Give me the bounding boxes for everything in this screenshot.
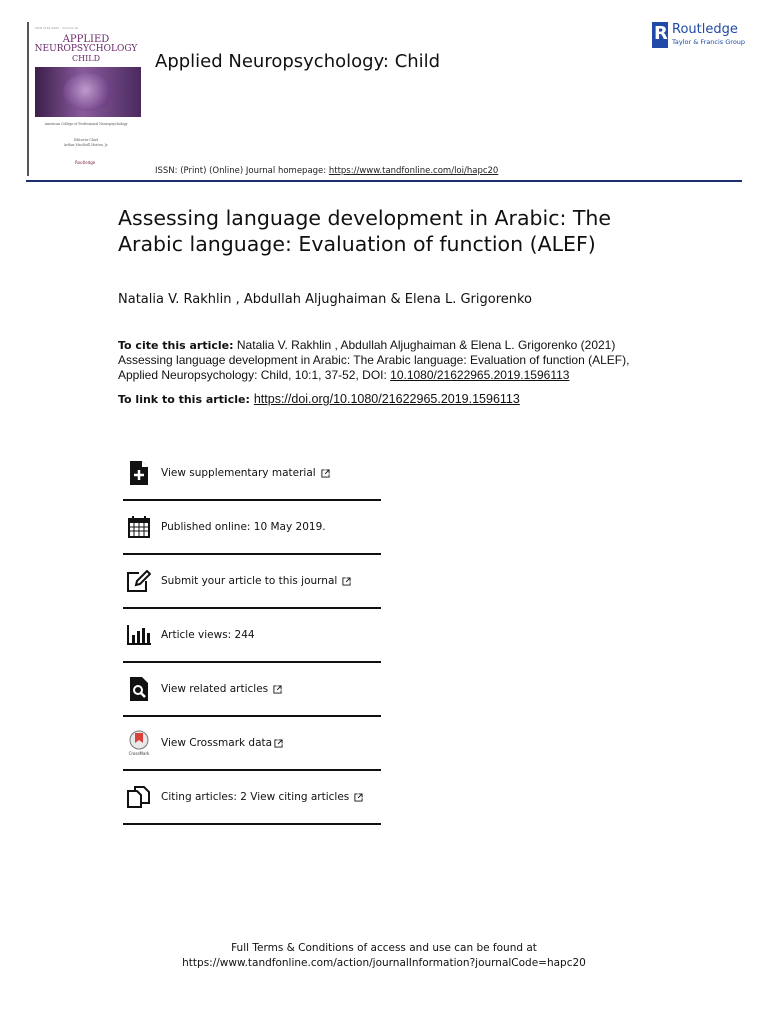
citing-articles-icon	[127, 785, 151, 809]
calendar-icon	[127, 515, 151, 539]
cover-title-line2: NEUROPSYCHOLOGY	[34, 44, 138, 54]
external-link-icon	[274, 739, 283, 748]
cover-editor-name: Arthur MacNeill Horton, Jr.	[63, 143, 109, 147]
article-doi-url[interactable]: https://doi.org/10.1080/21622965.2019.1596113	[253, 392, 520, 406]
issn-line	[155, 166, 498, 176]
footer-line1: Full Terms & Conditions of access and use can be found at	[231, 942, 537, 954]
cover-title-line1: APPLIED	[62, 34, 110, 45]
doi-link[interactable]: 10.1080/21622965.2019.1596113	[390, 368, 570, 382]
crossmark-icon	[127, 731, 151, 755]
panel-item-supplementary[interactable]	[123, 447, 381, 501]
publisher-logo[interactable]	[652, 22, 745, 48]
publisher-name: Routledge	[672, 22, 738, 37]
panel-item-label: View related articles	[161, 683, 269, 695]
panel-item-label: View Crossmark data	[161, 737, 273, 749]
panel-item-label: Published online: 10 May 2019.	[161, 521, 326, 533]
panel-item-citing[interactable]	[123, 771, 381, 825]
external-link-icon	[273, 685, 282, 694]
panel-item-published	[123, 501, 381, 555]
panel-item-label: Submit your article to this journal	[161, 575, 338, 587]
cover-title-line3: CHILD	[72, 54, 100, 63]
cover-top-line: ISSN 2162-2965 · Volume 10	[35, 26, 79, 30]
panel-item-crossmark[interactable]	[123, 717, 381, 771]
cover-editor-label: Editor-in-Chief	[74, 138, 98, 142]
routledge-logo-icon: R	[652, 22, 668, 48]
external-link-icon	[321, 469, 330, 478]
footer-terms	[0, 941, 768, 971]
article-authors: Natalia V. Rakhlin , Abdullah Aljughaiman & Elena L. Grigorenko	[118, 292, 533, 307]
article-link-line	[118, 392, 520, 406]
panel-item-views	[123, 609, 381, 663]
search-document-icon	[127, 677, 151, 701]
plus-file-icon	[127, 461, 151, 485]
journal-cover-image	[27, 22, 143, 176]
svg-text:CrossMark: CrossMark	[128, 751, 150, 756]
panel-item-label: View supplementary material	[161, 467, 316, 479]
footer-terms-link[interactable]: https://www.tandfonline.com/action/journalInformation?journalCode=hapc20	[182, 957, 586, 969]
panel-item-related[interactable]	[123, 663, 381, 717]
journal-homepage-link[interactable]: https://www.tandfonline.com/loi/hapc20	[328, 166, 499, 176]
cover-brain-artwork	[35, 67, 141, 117]
external-link-icon	[354, 793, 363, 802]
citation-block	[118, 338, 658, 383]
cite-label: To cite this article:	[118, 339, 234, 352]
cite-text: Natalia V. Rakhlin , Abdullah Aljughaiman & Elena L. Grigorenko (2021) Assessing language development in Arabic: The Arabic language: Evaluation of function (ALEF), Applied Neuropsychology: Child, 10:1, 37-52, DOI:	[118, 338, 630, 382]
cover-society: American College of Professional Neuropsychology	[44, 122, 128, 126]
bar-chart-icon	[127, 623, 151, 647]
cover-publisher-logo: Routledge	[75, 160, 96, 165]
article-info-panel	[123, 447, 381, 825]
panel-item-label: Article views: 244	[161, 629, 255, 641]
link-label: To link to this article:	[118, 393, 250, 406]
publisher-subtitle: Taylor & Francis Group	[672, 38, 746, 46]
external-link-icon	[342, 577, 351, 586]
panel-item-submit[interactable]	[123, 555, 381, 609]
article-title: Assessing language development in Arabic: The Arabic language: Evaluation of function (ALEF)	[118, 206, 612, 256]
header-divider	[26, 180, 742, 182]
issn-text: ISSN: (Print) (Online) Journal homepage:	[155, 166, 329, 176]
edit-icon	[127, 569, 151, 593]
journal-title[interactable]: Applied Neuropsychology: Child	[155, 51, 441, 72]
panel-item-label: Citing articles: 2 View citing articles	[161, 791, 350, 803]
